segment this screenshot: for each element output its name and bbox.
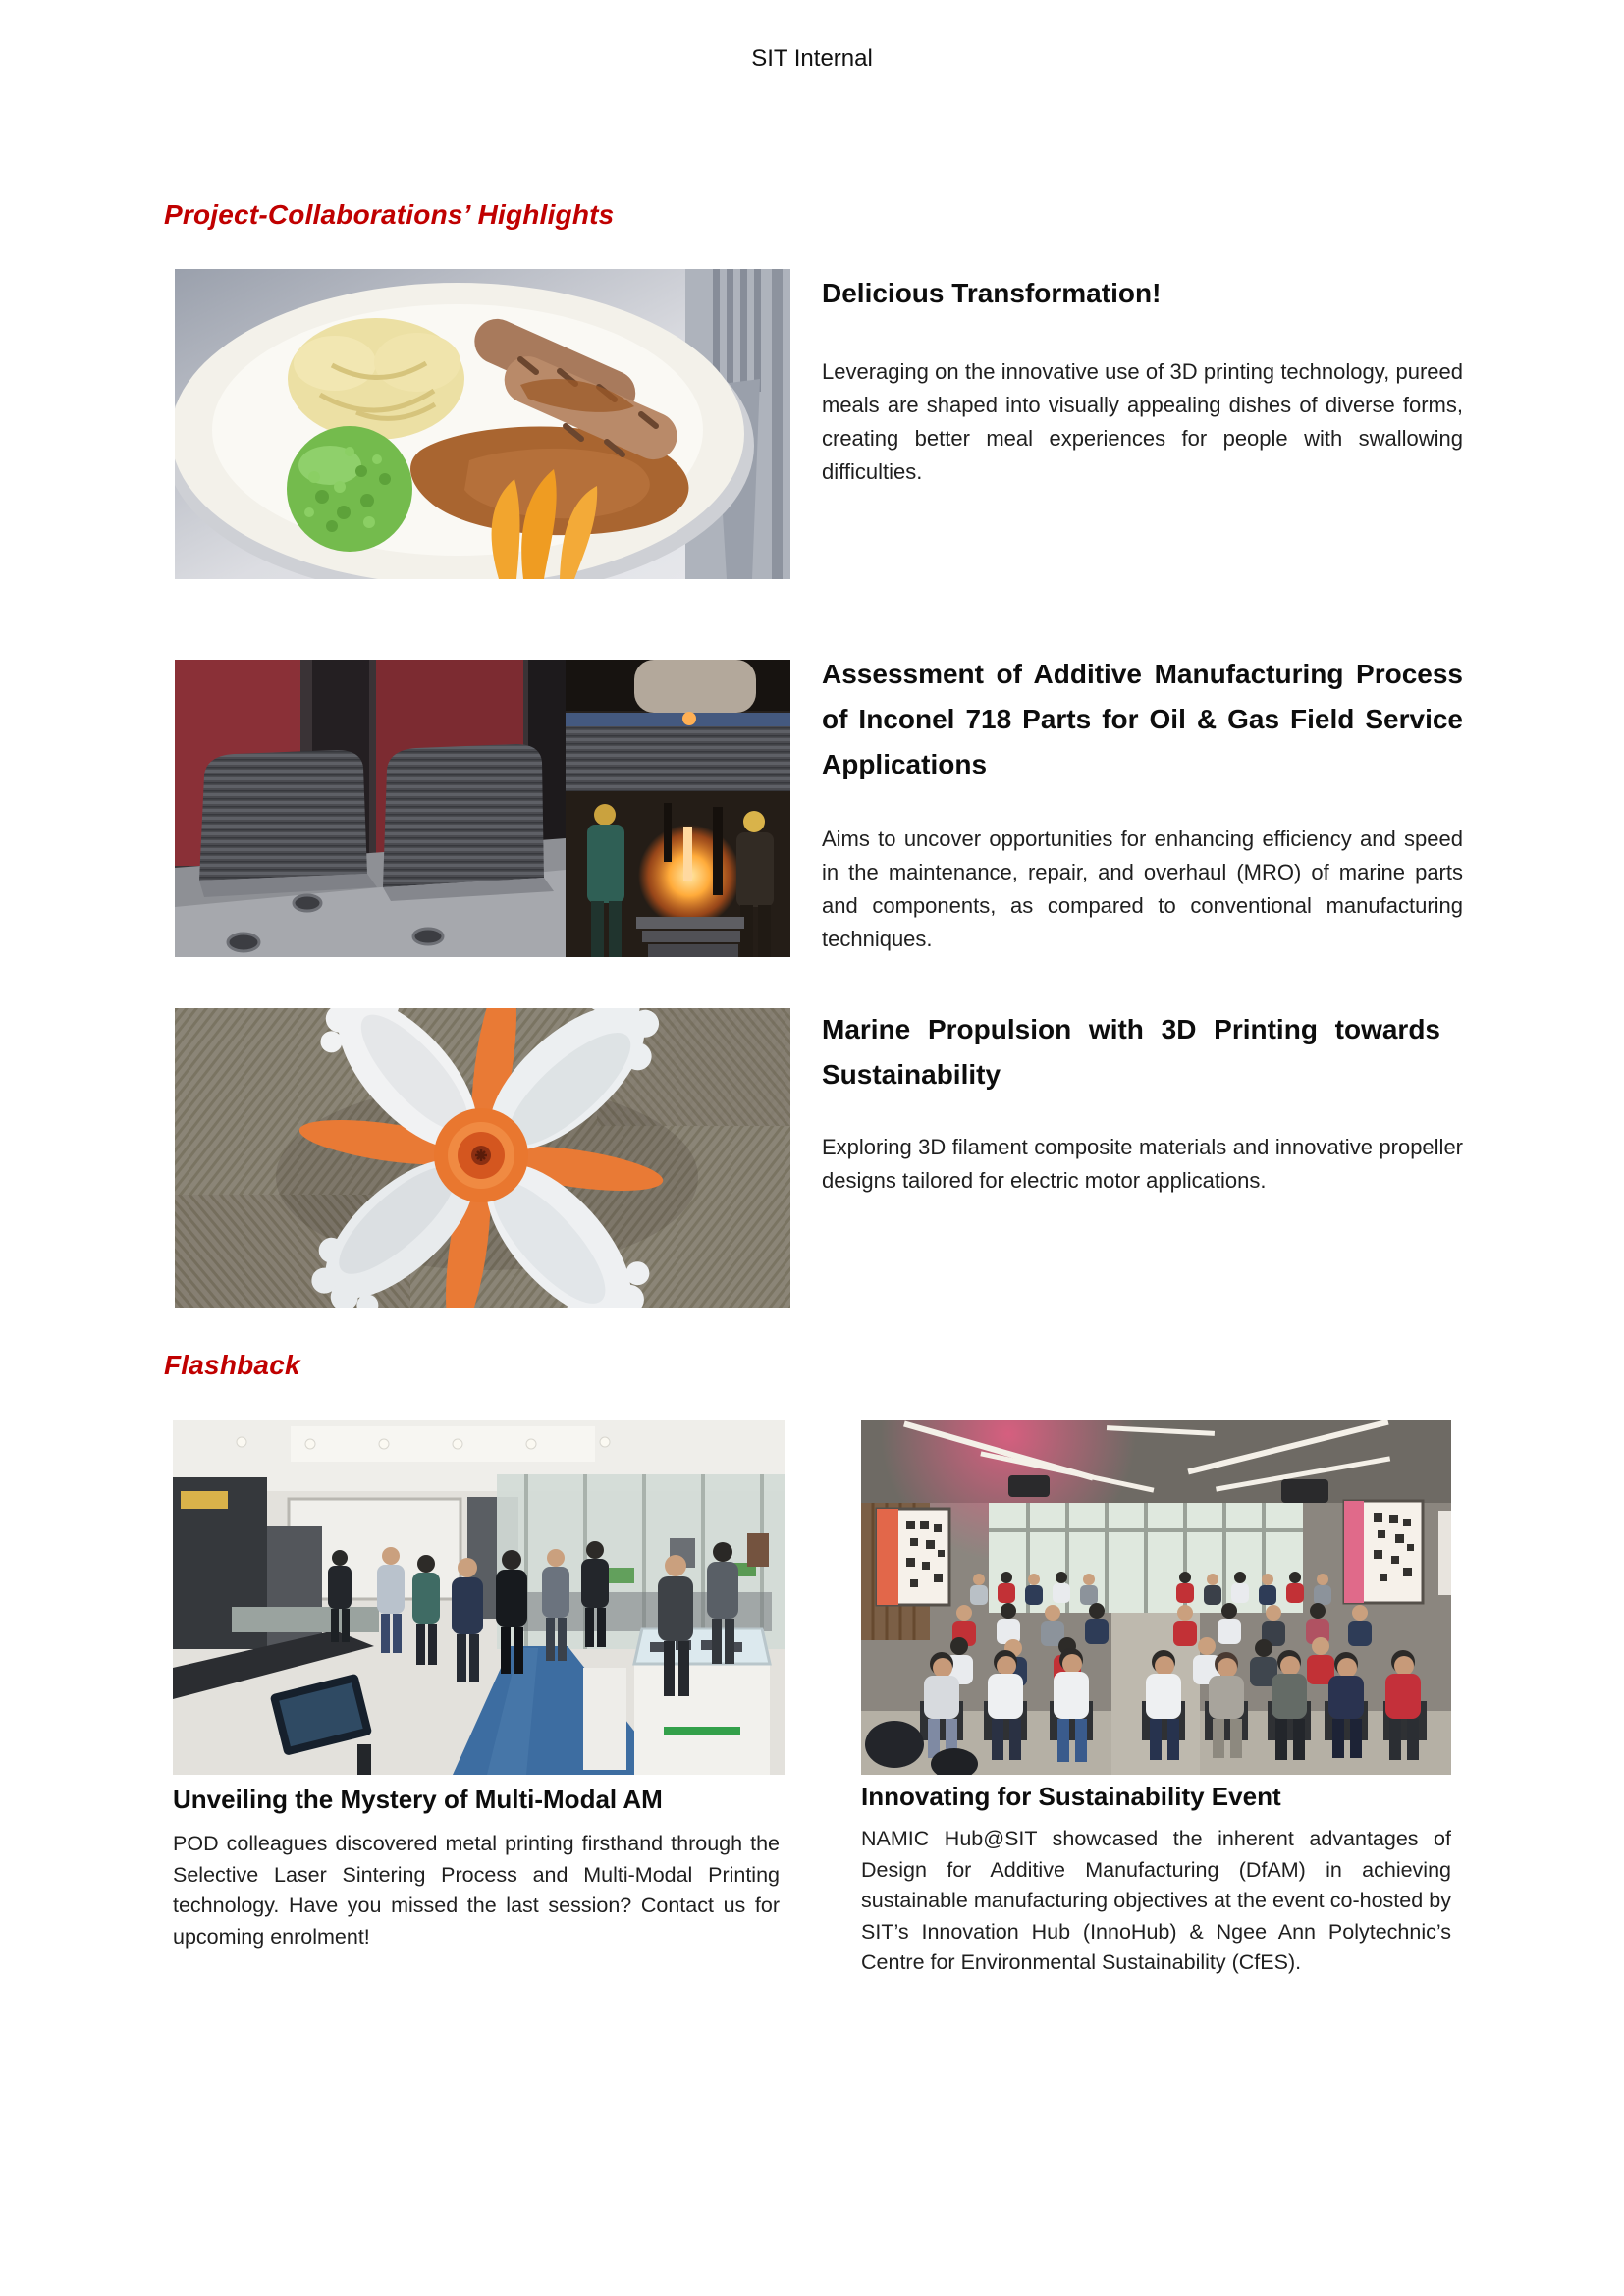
metal-am-illustration (175, 660, 790, 957)
flashback-article-sustainability-event (861, 1782, 1451, 1979)
wire-arc-additive-manufacturing-and-foundry-photo (175, 660, 790, 957)
article-body: Aims to uncover opportunities for enhancing efficiency and speed in the maintenance, repair, and overhaul (MRO) of marine parts and components, as compared to conventional manufacturing techniques. (822, 827, 1463, 951)
article-inconel-assessment (822, 652, 1463, 956)
article-marine-propulsion (822, 1007, 1463, 1198)
showroom-illustration (173, 1420, 785, 1775)
article-heading: Delicious Transformation! (822, 278, 1162, 308)
propeller-hub (434, 1108, 528, 1202)
multi-modal-am-showroom-tour-photo (173, 1420, 785, 1775)
glass-wall (497, 1474, 785, 1649)
flashback-heading: Innovating for Sustainability Event (861, 1782, 1281, 1811)
printed-metal-blocks-panel (175, 660, 566, 957)
green-pea-puree-dome (287, 426, 412, 552)
article-body: Leveraging on the innovative use of 3D printing technology, pureed meals are shaped into visually appealing dishes of diverse forms, creating better meal experiences for people with swallowing difficulties. (822, 359, 1463, 484)
article-heading: Assessment of Additive Manufacturing Process of Inconel 718 Parts for Oil & Gas Field Service Applications (822, 659, 1463, 779)
document-classification-label: SIT Internal (751, 45, 873, 72)
sustainability-event-audience-photo (861, 1420, 1451, 1775)
3d-printed-propeller-photo (175, 1008, 790, 1308)
flashback-body: NAMIC Hub@SIT showcased the inherent advantages of Design for Additive Manufacturing (DfAM) in achieving sustainable manufacturing objectives at the event co-hosted by SIT’s Innovation Hub (InnoHub) & Ngee Ann Polytechnic’s Centre for Environmental Sustainability (CfES). (861, 1827, 1451, 1974)
flashback-article-multi-modal-am (173, 1785, 780, 1952)
backpack (865, 1721, 924, 1768)
food-plate-illustration (175, 269, 790, 579)
article-heading: Marine Propulsion with 3D Printing towards Sustainability (822, 1014, 1440, 1090)
mashed-potato-swirl (288, 318, 464, 440)
qr-screen-left (877, 1509, 949, 1605)
plated-3d-printed-pureed-meal-photo (175, 269, 790, 579)
seminar-illustration (861, 1420, 1451, 1775)
highlights-section-title: Project-Collaborations’ Highlights (164, 199, 615, 230)
flashback-section-title: Flashback (164, 1350, 300, 1380)
foundry-panel (566, 660, 790, 957)
article-delicious-transformation (822, 271, 1463, 489)
flashback-body: POD colleagues discovered metal printing firsthand through the Selective Laser Sintering Process and Multi-Modal Printing technology. Have you missed the last session? Contact us for upcoming enrolment! (173, 1832, 780, 1949)
propeller-illustration (175, 1008, 790, 1308)
sodick-logo-mark (664, 1727, 740, 1735)
flashback-heading: Unveiling the Mystery of Multi-Modal AM (173, 1785, 663, 1814)
article-body: Exploring 3D filament composite materials and innovative propeller designs tailored for electric motor applications. (822, 1135, 1463, 1193)
